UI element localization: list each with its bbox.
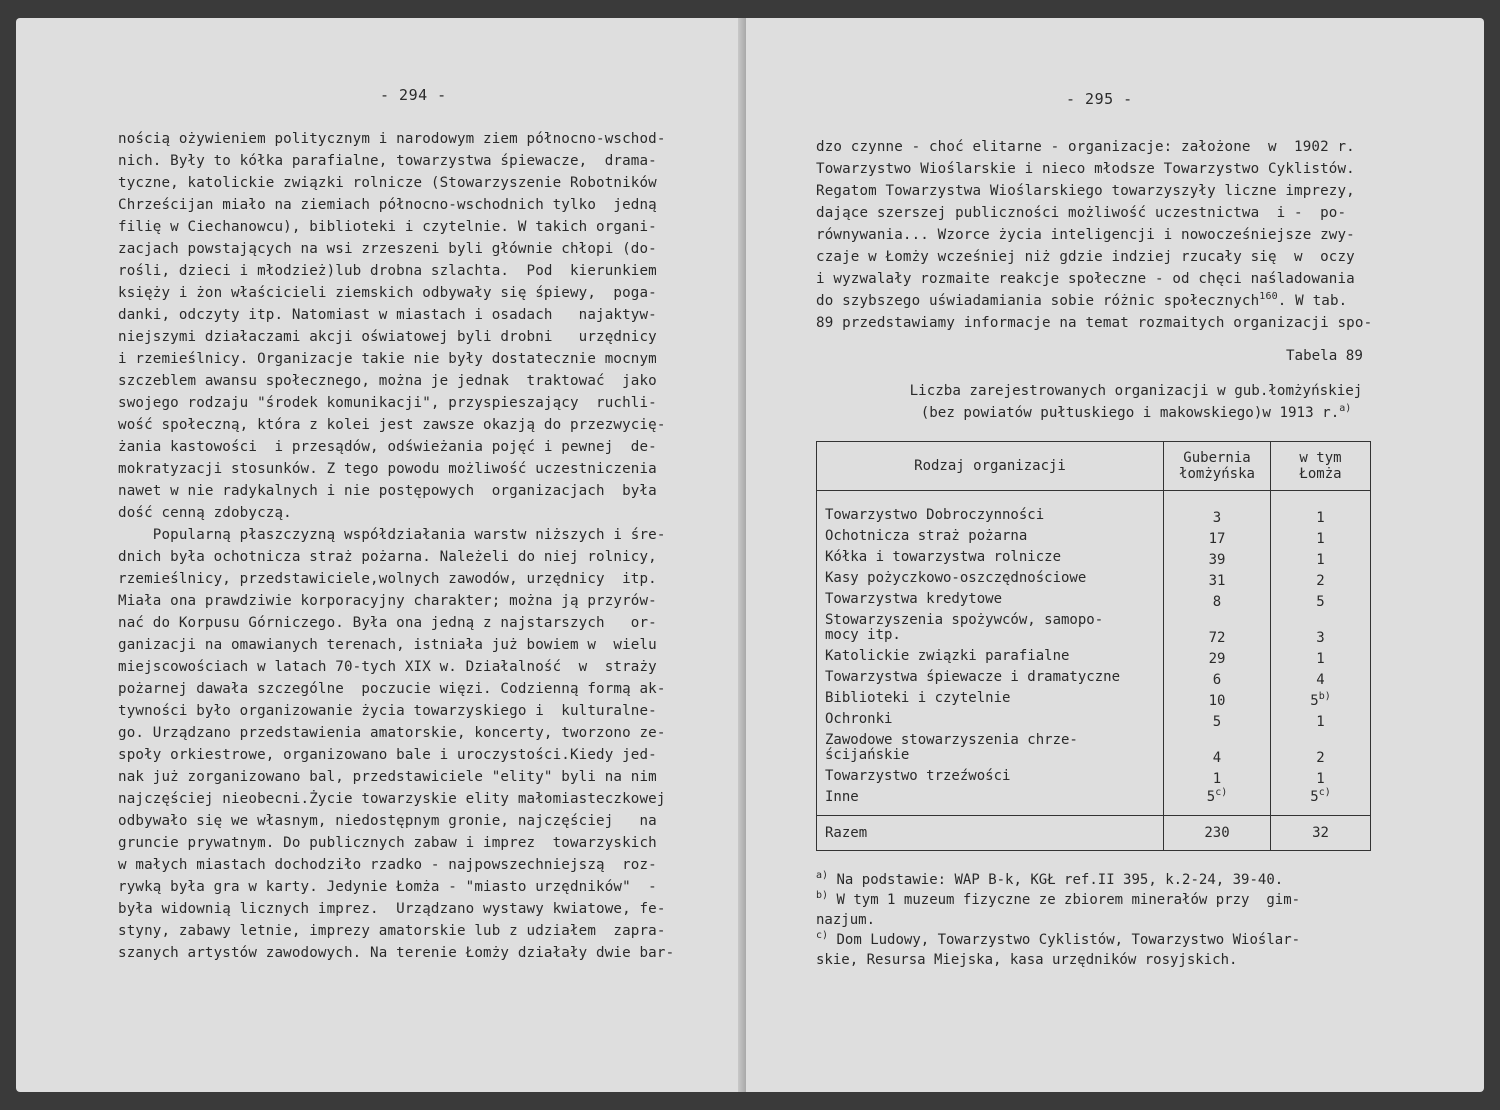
cell-type: Stowarzyszenia spożywców, samopo- mocy itp. xyxy=(817,610,1164,646)
left-page xyxy=(16,18,746,1092)
organizations-table xyxy=(816,441,1371,851)
text-line: dające szerszej publiczności możliwość uczestnictwa i - po- xyxy=(816,205,1347,221)
text-line: i rzemieślnicy. Organizacje takie nie były dostatecznie mocnym xyxy=(118,351,657,367)
cell-gubernia: 17 xyxy=(1164,526,1271,547)
table-total-row xyxy=(817,816,1371,851)
table-row xyxy=(817,646,1371,667)
text-line: dzo czynne - choć elitarne - organizacje: założone w 1902 r. xyxy=(816,139,1355,155)
cell-lomza: 4 xyxy=(1271,667,1371,688)
cell-gubernia: 31 xyxy=(1164,568,1271,589)
cell-total-lomza: 32 xyxy=(1271,816,1371,851)
cell-lomza: 3 xyxy=(1271,610,1371,646)
right-body-lines xyxy=(816,139,1355,287)
text-line: danki, odczyty itp. Natomiast w miastach i osadach najaktyw- xyxy=(118,307,657,323)
text-line: rośli, dzieci i młodzież)lub drobna szlachta. Pod kierunkiem xyxy=(118,263,657,279)
text-line: styny, zabawy letnie, imprezy amatorskie lub z udziałem zapra- xyxy=(118,923,666,939)
line-with-footnote: do szybszego uświadamiania sobie różnic społecznych$^{160}$. W tab. xyxy=(816,291,1348,309)
text-line: szczeblem awansu społecznego, można je jednak traktować jako xyxy=(118,373,657,389)
cell-type: Towarzystwa kredytowe xyxy=(817,589,1164,610)
cell-gubernia: 5$^{c)}$ xyxy=(1164,787,1271,816)
text-line: nak już zorganizowano bal, przedstawiciele "elity" byli na nim xyxy=(118,769,657,785)
cell-gubernia: 3 xyxy=(1164,505,1271,526)
text-line: zacjach powstających na wsi zrzeszeni byli głównie chłopi (do- xyxy=(118,241,657,257)
cell-type: Kasy pożyczkowo-oszczędnościowe xyxy=(817,568,1164,589)
cell-gubernia: 72 xyxy=(1164,610,1271,646)
footnote: $^{a)}$ Na podstawie: WAP B-k, KGŁ ref.II 395, k.2-24, 39-40. xyxy=(816,870,1284,888)
text-line: tyczne, katolickie związki rolnicze (Stowarzyszenie Robotników xyxy=(118,175,657,191)
text-line: dość cenną zdobyczą. xyxy=(118,505,292,521)
text-line: była widownią licznych imprez. Urządzano wystawy kwiatowe, fe- xyxy=(118,901,666,917)
table-row xyxy=(817,730,1371,766)
cell-gubernia: 5 xyxy=(1164,709,1271,730)
table-row xyxy=(817,688,1371,709)
text-line: rzemieślnicy, przedstawiciele,wolnych zawodów, urzędnicy itp. xyxy=(118,571,657,587)
text-line: Chrześcijan miało na ziemiach północno-wschodnich tylko jedną xyxy=(118,197,657,213)
right-body-text xyxy=(816,136,1372,334)
table-row xyxy=(817,787,1371,816)
cell-lomza: 5$^{c)}$ xyxy=(1271,787,1371,816)
text-line: dnich była ochotnicza straż pożarna. Należeli do niej rolnicy, xyxy=(118,549,657,565)
text-line: najczęściej nieobecni.Życie towarzyskie elity małomiasteczkowej xyxy=(118,791,666,807)
text-line: nawet w nie radykalnych i nie postępowych organizacjach była xyxy=(118,483,657,499)
right-last-line: 89 przedstawiamy informacje na temat rozmaitych organizacji spo- xyxy=(816,315,1373,331)
cell-lomza: 1 xyxy=(1271,709,1371,730)
cell-gubernia: 8 xyxy=(1164,589,1271,610)
text-line: księży i żon właścicieli ziemskich odbywały się śpiewy, poga- xyxy=(118,285,657,301)
text-line: miejscowościach w latach 70-tych XIX w. Działalność w straży xyxy=(118,659,657,675)
cell-lomza: 2 xyxy=(1271,730,1371,766)
table-header-row xyxy=(817,442,1371,491)
cell-type: Towarzystwo Dobroczynności xyxy=(817,505,1164,526)
cell-lomza: 1 xyxy=(1271,547,1371,568)
cell-lomza: 1 xyxy=(1271,505,1371,526)
table-title: Liczba zarejestrowanych organizacji w gub.łomżyńskiej (bez powiatów pułtuskiego i makowskiego)w 1913 r.$^{a)}$ xyxy=(909,383,1363,421)
footnote: $^{b)}$ W tym 1 muzeum fizyczne ze zbiorem minerałów przy gim- xyxy=(816,890,1301,908)
left-body-text xyxy=(118,128,674,964)
table-row xyxy=(817,589,1371,610)
footnote: nazjum. xyxy=(816,912,876,928)
table-spacer-row xyxy=(817,491,1371,506)
cell-type: Kółka i towarzystwa rolnicze xyxy=(817,547,1164,568)
table-number: Tabela 89 xyxy=(1286,348,1363,364)
text-line: Regatom Towarzystwa Wioślarskiego towarzyszyły liczne imprezy, xyxy=(816,183,1355,199)
cell-type: Inne xyxy=(817,787,1164,816)
text-line: mokratyzacji stosunków. Z tego powodu możliwość uczestniczenia xyxy=(118,461,657,477)
cell-gubernia: 29 xyxy=(1164,646,1271,667)
footnote-ref-160: 160 xyxy=(1259,291,1278,302)
table-row xyxy=(817,610,1371,646)
text-line: nością ożywieniem politycznym i narodowym ziem północno-wschod- xyxy=(118,131,666,147)
text-line: swojego rodzaju "środek komunikacji", przyspieszający ruchli- xyxy=(118,395,657,411)
table-row xyxy=(817,505,1371,526)
table-row xyxy=(817,766,1371,787)
cell-lomza: 1 xyxy=(1271,526,1371,547)
right-page xyxy=(746,18,1484,1092)
cell-gubernia: 4 xyxy=(1164,730,1271,766)
text-line: go. Urządzano przedstawienia amatorskie, koncerty, tworzono ze- xyxy=(118,725,666,741)
cell-gubernia: 10 xyxy=(1164,688,1271,709)
text-line: żania kastowości i przesądów, odświeżania pojęć i pewnej de- xyxy=(118,439,657,455)
cell-gubernia: 1 xyxy=(1164,766,1271,787)
text-line: filię w Ciechanowcu), biblioteki i czytelnie. W takich organi- xyxy=(118,219,657,235)
cell-type: Ochronki xyxy=(817,709,1164,730)
text-line: wość społeczną, która z kolei jest zawsze okazją do przezwycię- xyxy=(118,417,666,433)
text-line: Miała ona prawdziwie korporacyjny charakter; można ją przyrów- xyxy=(118,593,657,609)
text-line: Popularną płaszczyzną współdziałania warstw niższych i śre- xyxy=(118,527,666,543)
table-row xyxy=(817,568,1371,589)
text-line: czaje w Łomży wcześniej niż gdzie indziej rzucały się w oczy xyxy=(816,249,1355,265)
cell-total-gubernia: 230 xyxy=(1164,816,1271,851)
cell-type: Katolickie związki parafialne xyxy=(817,646,1164,667)
cell-gubernia: 39 xyxy=(1164,547,1271,568)
text-line: Towarzystwo Wioślarskie i nieco młodsze Towarzystwo Cyklistów. xyxy=(816,161,1355,177)
footnote: $^{c)}$ Dom Ludowy, Towarzystwo Cyklistów, Towarzystwo Wioślar- xyxy=(816,930,1301,948)
cell-type: Zawodowe stowarzyszenia chrze- ścijańskie xyxy=(817,730,1164,766)
header-type: Rodzaj organizacji xyxy=(817,442,1164,491)
cell-type: Ochotnicza straż pożarna xyxy=(817,526,1164,547)
page-number-left: - 294 - xyxy=(380,86,447,104)
table-row xyxy=(817,667,1371,688)
table-row xyxy=(817,526,1371,547)
table-body xyxy=(817,491,1371,851)
footnote: skie, Resursa Miejska, kasa urzędników rosyjskich. xyxy=(816,952,1238,968)
text-line: szanych artystów zawodowych. Na terenie Łomży działały dwie bar- xyxy=(118,945,675,961)
header-gubernia: Gubernia łomżyńska xyxy=(1164,442,1271,491)
text-line: nich. Były to kółka parafialne, towarzystwa śpiewacze, drama- xyxy=(118,153,657,169)
table-row xyxy=(817,547,1371,568)
text-line: ganizacji na omawianych terenach, istniała już bowiem w wielu xyxy=(118,637,657,653)
cell-gubernia: 6 xyxy=(1164,667,1271,688)
text-line: gruncie prywatnym. Do publicznych zabaw i imprez towarzyskich xyxy=(118,835,657,851)
text-line: pożarnej dawała szczególne poczucie więzi. Codzienną formą ak- xyxy=(118,681,666,697)
header-lomza: w tym Łomża xyxy=(1271,442,1371,491)
cell-lomza: 1 xyxy=(1271,646,1371,667)
text-line: tywności było organizowanie życia towarzyskiego i kulturalne- xyxy=(118,703,657,719)
cell-type: Biblioteki i czytelnie xyxy=(817,688,1164,709)
cell-lomza: 5 xyxy=(1271,589,1371,610)
page-number-right: - 295 - xyxy=(1066,90,1133,108)
text-line: rywką była gra w karty. Jedynie Łomża - "miasto urzędników" - xyxy=(118,879,657,895)
text-line: równywania... Wzorce życia inteligencji i nowocześniejsze zwy- xyxy=(816,227,1355,243)
footnotes xyxy=(816,870,1300,970)
text-line: w małych miastach dochodziło rzadko - najpowszechniejszą roz- xyxy=(118,857,657,873)
cell-lomza: 5$^{b)}$ xyxy=(1271,688,1371,709)
text-line: niejszymi działaczami akcji oświatowej byli drobni urzędnicy xyxy=(118,329,657,345)
cell-lomza: 1 xyxy=(1271,766,1371,787)
text-line: nać do Korpusu Górniczego. Była ona jedną z najstarszych or- xyxy=(118,615,657,631)
cell-total-label: Razem xyxy=(817,816,1164,851)
text-line: odbywało się we własnym, niedostępnym gronie, najczęściej na xyxy=(118,813,657,829)
cell-lomza: 2 xyxy=(1271,568,1371,589)
text-line: społy orkiestrowe, organizowano bale i uroczystości.Kiedy jed- xyxy=(118,747,657,763)
cell-type: Towarzystwo trzeźwości xyxy=(817,766,1164,787)
table-row xyxy=(817,709,1371,730)
text-line: i wyzwalały rozmaite reakcje społeczne - od chęci naśladowania xyxy=(816,271,1355,287)
cell-type: Towarzystwa śpiewacze i dramatyczne xyxy=(817,667,1164,688)
